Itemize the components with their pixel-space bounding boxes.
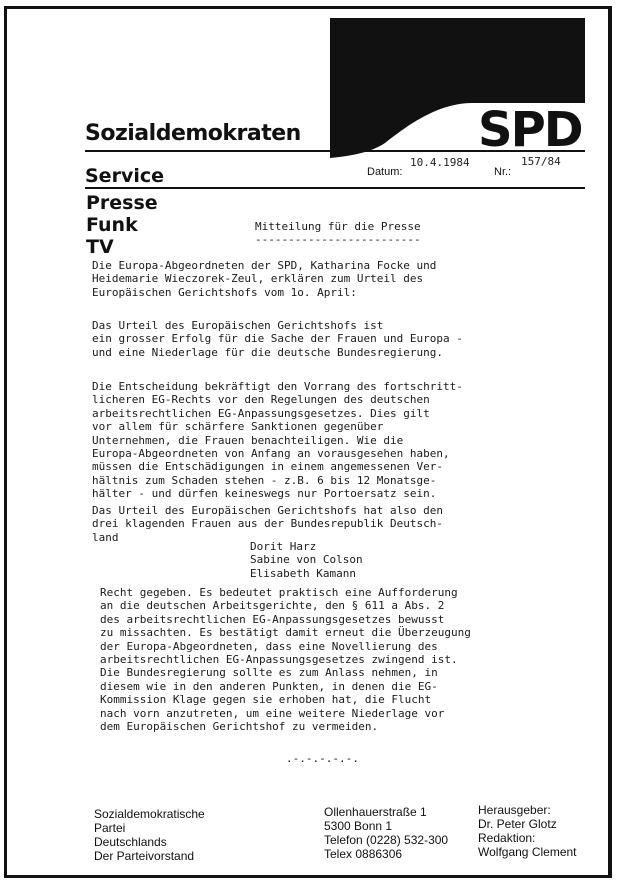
media-funk: Funk <box>86 214 138 236</box>
nr-label: Nr.: <box>494 166 512 178</box>
footer-address: Ollenhauerstraße 1 5300 Bonn 1 Telefon (0228) 532-300 Telex 0886306 <box>324 805 449 861</box>
headline-underline: ------------------------- <box>255 233 421 246</box>
paragraph-3: Das Urteil des Europäischen Gerichtshofs hat also den drei klagenden Frauen aus der Bundesrepublik Deutsch- land <box>92 504 443 544</box>
headline: Mitteilung für die Presse <box>255 220 421 233</box>
paragraph-1: Das Urteil des Europäischen Gerichtshofs ist ein grosser Erfolg für die Sache der Frauen und Europa - und eine Niederlage für die deutsche Bundesregierung. <box>92 319 463 359</box>
spd-logo <box>330 18 585 158</box>
datum-label: Datum: <box>367 166 403 178</box>
paragraph-2: Die Entscheidung bekräftigt den Vorrang des fortschritt- licheren EG-Rechts vor den Regelungen des deutschen arbeitsrechtlichen EG-Anpassungsgesetzes. Dies gilt vor allem für schärfere Sanktionen gegenüber Unternehmen, die Frauen benachteiligen. Wie die Europa-Abgeordneten von Anfang an vorausgesehen haben, müssen die Entschädigungen in einem angemessenen Ver- hältnis zum Schaden stehen - z.B. 6 bis 12 Monatsge- hälter - und dürfen keineswegs nur Portoersatz sein. <box>92 380 463 501</box>
plaintiff-name: Elisabeth Kamann <box>250 566 356 580</box>
party-name: Sozialdemokraten <box>85 121 301 146</box>
media-presse: Presse <box>86 192 158 214</box>
plaintiff-name: Dorit Harz <box>250 540 317 553</box>
footer-publisher: Herausgeber: Dr. Peter Glotz Redaktion: Wolfgang Clement <box>478 803 577 859</box>
nr-value: 157/84 <box>521 155 561 168</box>
header-rule-top <box>85 150 585 152</box>
plaintiff-names <box>250 540 363 580</box>
intro-paragraph: Die Europa-Abgeordneten der SPD, Katharina Focke und Heidemarie Wieczorek-Zeul, erklären zum Urteil des Europäischen Gerichtshofs vom 1o. April: <box>92 259 437 299</box>
header-rule-bottom <box>85 187 585 189</box>
media-tv: TV <box>86 236 114 258</box>
footer-organisation: Sozialdemokratische Partei Deutschlands Der Parteivorstand <box>94 807 205 863</box>
paragraph-4: Recht gegeben. Es bedeutet praktisch eine Aufforderung an die deutschen Arbeitsgerichte, den § 611 a Abs. 2 des arbeitsrechtlichen EG-Anpassungsgesetzes bewusst zu missachten. Es bestätigt damit erneut die Überzeugung der Europa-Abgeordneten, dass eine Novellierung des arbeitsrechtlichen EG-Anpassungsgesetzes zwingend ist. Die Bundesregierung sollte es zum Anlass nehmen, in diesem wie in den anderen Punkten, in denen die EG- Kommission Klage gegen sie erhoben hat, die Flucht nach vorn anzutreten, um eine weitere Niederlage vor dem Europäischen Gerichtshof zu vermeiden. <box>100 586 471 734</box>
service-label: Service <box>85 165 164 187</box>
datum-value: 10.4.1984 <box>410 156 470 169</box>
plaintiff-name: Sabine von Colson <box>250 553 363 567</box>
spd-logo-text: SPD <box>478 102 582 158</box>
end-mark: .-.-.-.-.-. <box>286 752 359 765</box>
